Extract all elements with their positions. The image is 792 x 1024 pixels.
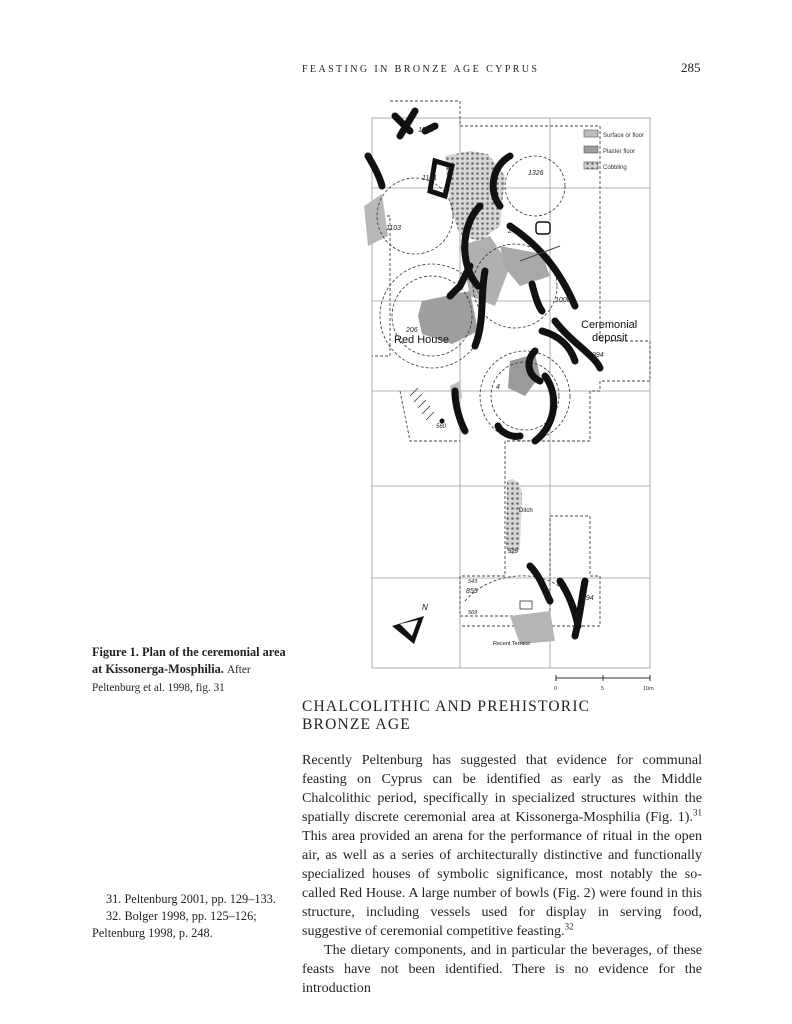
svg-text:deposit: deposit [592, 332, 628, 344]
footnote-32: 32. Bolger 1998, pp. 125–126; [106, 909, 257, 923]
paragraph-1: Recently Peltenburg has suggested that evidence for communal feasting on Cyprus can be identified as early as the Middle Chalcolithic period, specifically in specialized structures within the spatially discrete ceremonial area at Kissonerga-Mosphilia (Fig. 1).$^{31}$ This area provided an arena for the performance of ritual in the open air, as well as a series of architecturally distinctive and functionally specialized houses of symbolic significance, most notably the so-called Red House. A large number of bowls (Fig. 2) were found in this structure, including vessels used for display in serving food, suggestive of ceremonial competitive feasting.$^{32}$ [302, 752, 702, 939]
svg-text:1295: 1295 [418, 127, 434, 134]
legend-plaster: Plaster floor [603, 149, 636, 155]
svg-text:994: 994 [592, 352, 604, 359]
section-heading-line1: CHALCOLITHIC AND PREHISTORIC [302, 698, 591, 715]
site-plan-figure [360, 96, 665, 696]
paragraph-2: The dietary components, and in particular the beverages, of these feasts have not been identified. There is no evidence for the introduction [302, 942, 702, 996]
svg-text:Ceremonial: Ceremonial [581, 319, 638, 331]
running-head: FEASTING IN BRONZE AGE CYPRUS [302, 64, 540, 75]
section-heading [302, 698, 722, 734]
plan-grid [372, 118, 650, 668]
plan-legend [584, 130, 644, 171]
svg-text:1000: 1000 [555, 297, 571, 304]
legend-surface: Surface or floor [603, 133, 645, 139]
caption-label: Figure 1. Plan of the ceremonial area at Kissonerga-Mosphilia. [92, 645, 286, 676]
svg-text:4: 4 [496, 384, 500, 391]
svg-text:1161: 1161 [422, 175, 438, 182]
svg-text:560: 560 [436, 424, 447, 430]
north-arrow-icon [392, 603, 428, 644]
svg-text:525: 525 [508, 549, 519, 555]
svg-text:1103: 1103 [386, 225, 402, 232]
svg-text:2: 2 [508, 228, 512, 235]
svg-text:569: 569 [468, 610, 478, 616]
svg-text:543: 543 [468, 579, 478, 585]
page-number: 285 [681, 60, 701, 75]
legend-cobbling: Cobbling [603, 165, 627, 171]
scale-bar [554, 675, 654, 692]
svg-text:855: 855 [466, 588, 478, 595]
footnote-ref-32[interactable]: 32 [564, 921, 574, 932]
svg-text:206: 206 [406, 327, 418, 334]
body-text [302, 751, 702, 998]
section-heading-line2: BRONZE AGE [302, 716, 411, 733]
footnote-32-cont: Peltenburg 1998, p. 248. [92, 926, 213, 940]
cobbling-areas [445, 151, 522, 554]
svg-text:Red House: Red House [394, 334, 450, 346]
svg-text:494: 494 [582, 595, 594, 602]
hatching [410, 388, 434, 420]
svg-text:0: 0 [554, 686, 558, 692]
footnote-ref-31[interactable]: 31 [693, 807, 702, 818]
footnote-31: 31. Peltenburg 2001, pp. 129–133. [106, 892, 276, 906]
site-plan-drawing [360, 96, 665, 696]
figure-caption [92, 644, 288, 697]
svg-text:5: 5 [601, 686, 605, 692]
svg-text:Recent Terrace: Recent Terrace [493, 641, 531, 647]
svg-text:1326: 1326 [528, 170, 544, 177]
svg-text:N: N [422, 603, 428, 612]
svg-text:Ditch: Ditch [519, 508, 533, 514]
caption-source: After Peltenburg et al. 1998, fig. 31 [92, 664, 251, 694]
svg-text:10m: 10m [643, 686, 654, 692]
footnotes [92, 891, 288, 942]
